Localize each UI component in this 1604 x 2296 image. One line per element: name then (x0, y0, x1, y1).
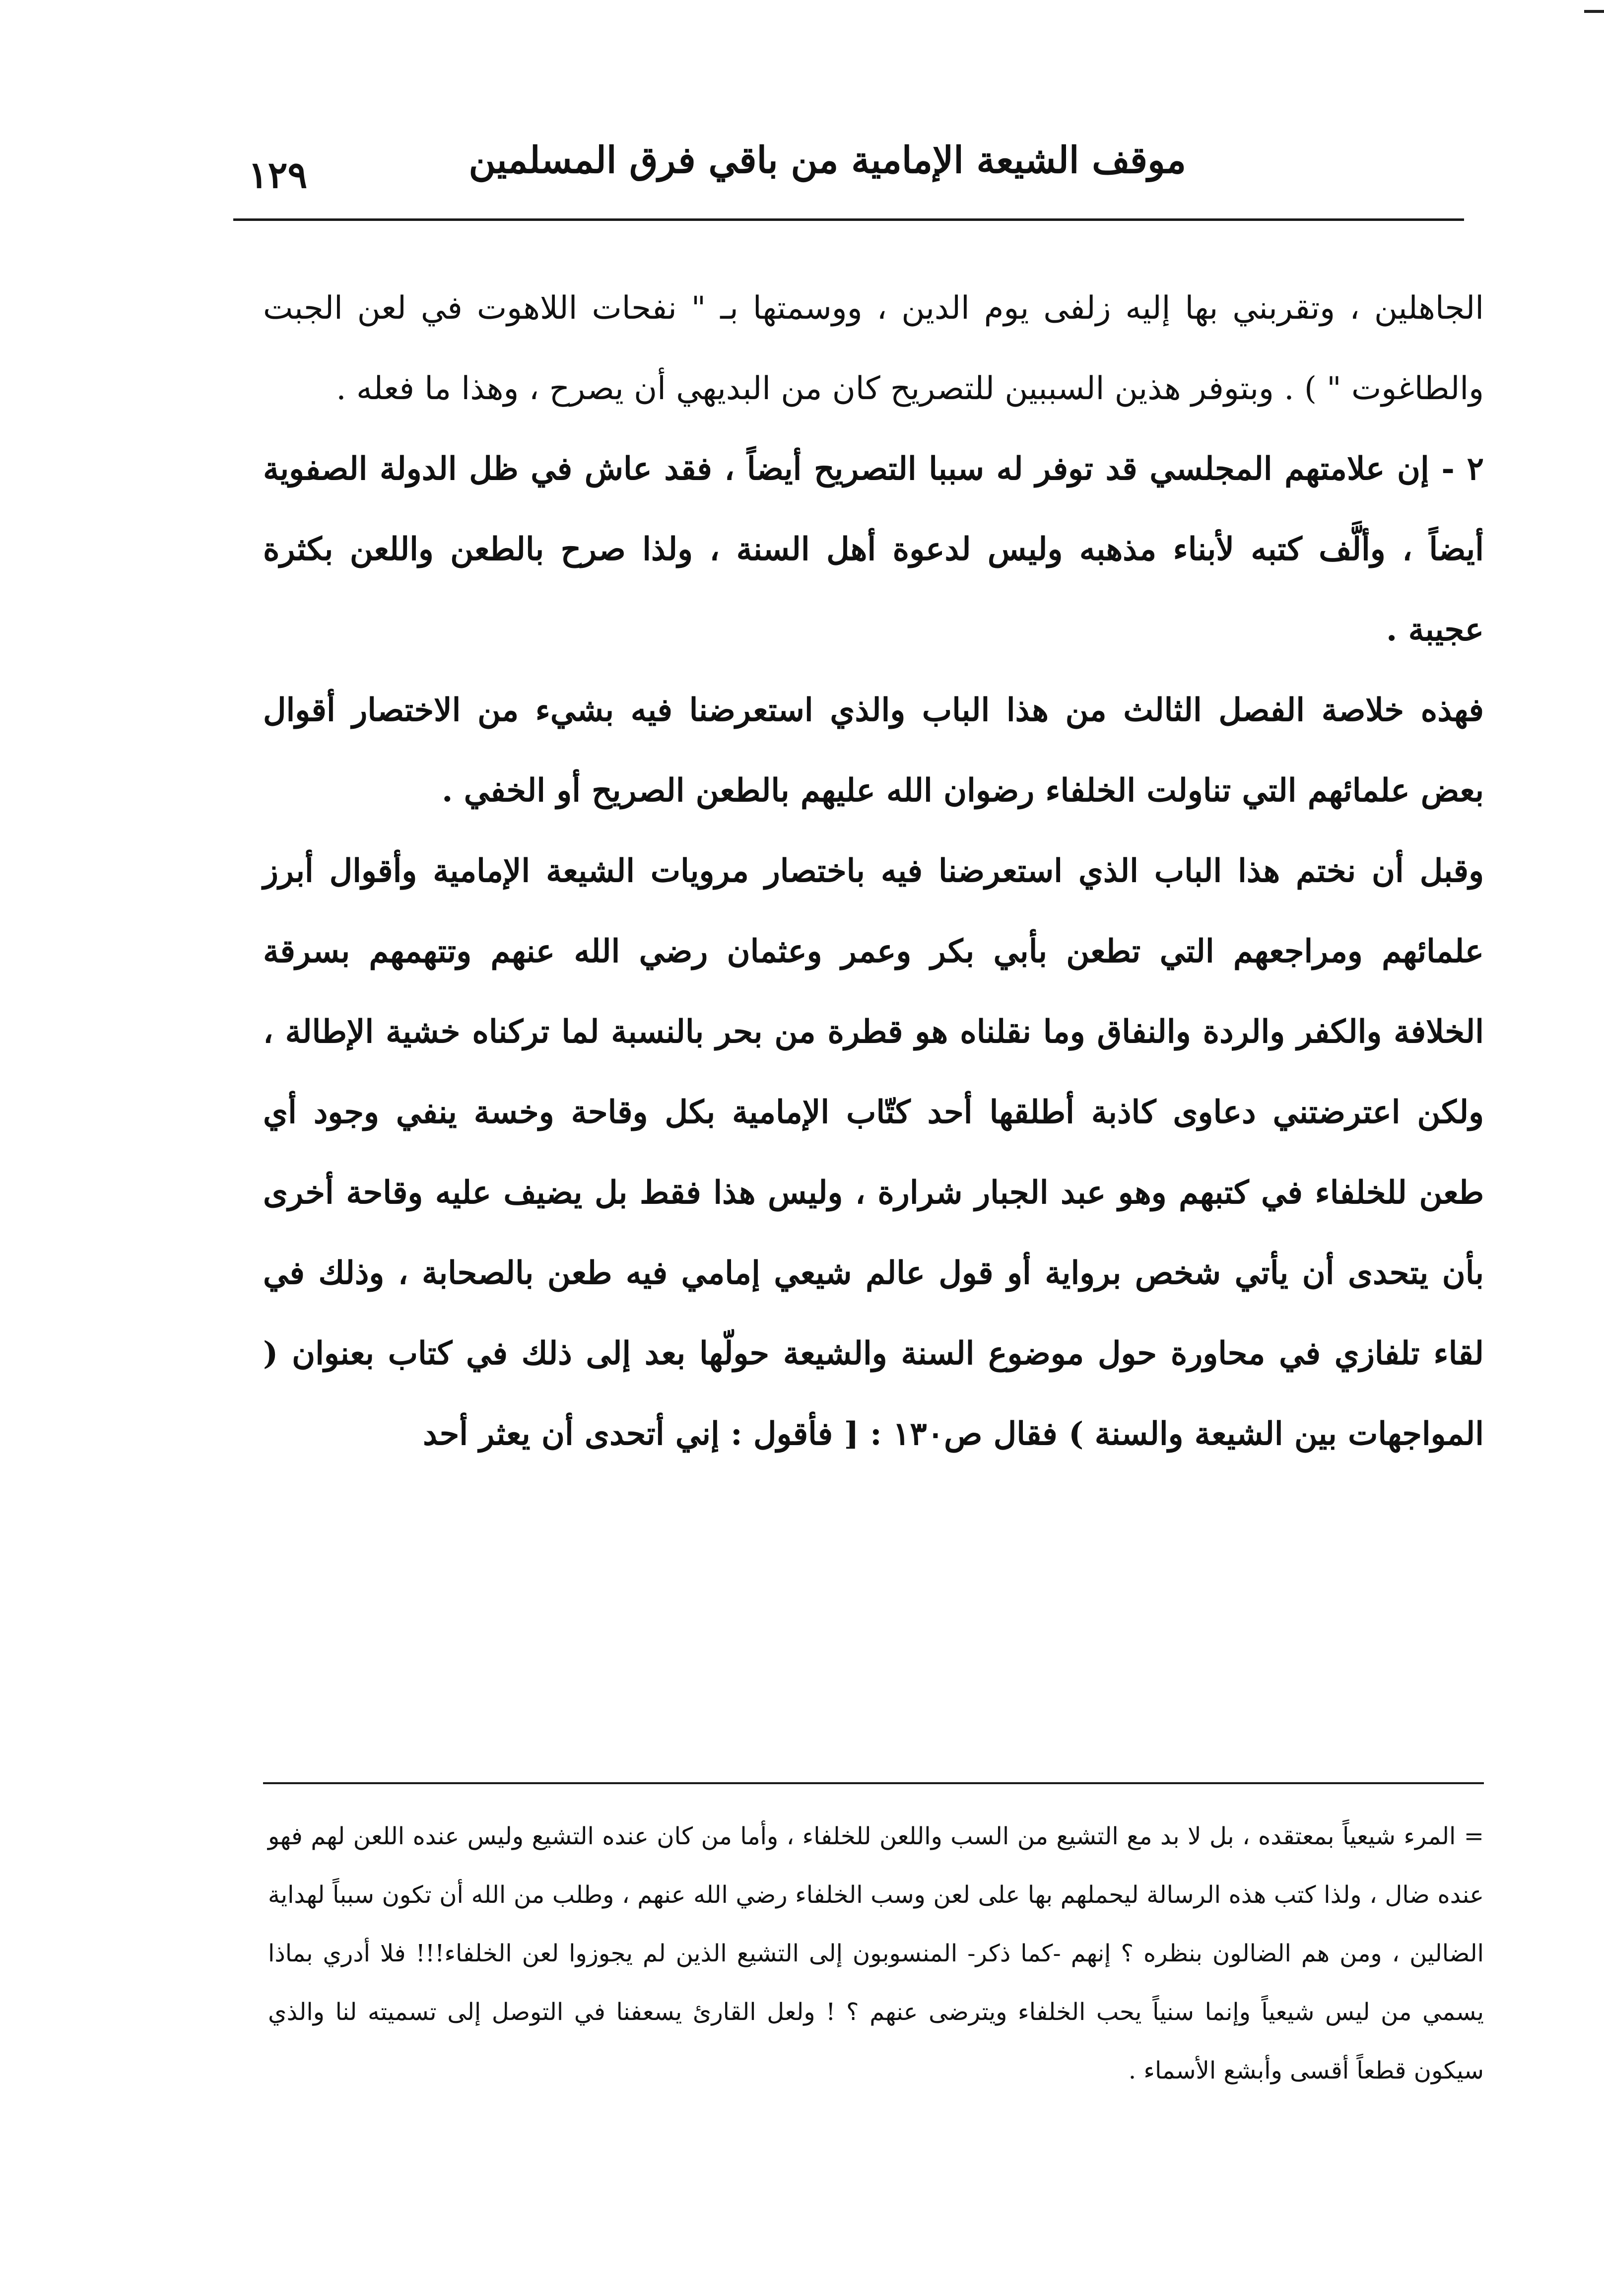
paragraph-3: فهذه خلاصة الفصل الثالث من هذا الباب والذي استعرضنا فيه بشيء من الاختصار أقوال بعض علمائهم التي تناولت الخلفاء رضوان الله عليهم بالطعن الصريح أو الخفي . (263, 692, 1484, 809)
page-header (233, 134, 1464, 213)
footnote-text: = المرء شيعياً بمعتقده ، بل لا بد مع التشيع من السب واللعن للخلفاء ، وأما من كان عنده التشيع وليس عنده اللعن لهم فهو عنده ضال ، ولذا كتب هذه الرسالة ليحملهم بها على لعن وسب الخلفاء رضي الله عنهم ، وطلب من الله أن تكون سبباً لهداية الضالين ، ومن هم الضالون بنظره ؟ إنهم -كما ذكر- المنسوبون إلى التشيع الذين لم يجوزوا لعن الخلفاء!!! فلا أدري بماذا يسمي من ليس شيعياً وإنما سنياً يحب الخلفاء ويترضى عنهم ؟ ! ولعل القارئ يسعفنا في التوصل إلى تسميته لنا والذي سيكون قطعاً أقسى وأبشع الأسماء . (268, 1822, 1484, 2085)
paragraph-2: ٢ - إن علامتهم المجلسي قد توفر له سببا التصريح أيضاً ، فقد عاش في ظل الدولة الصفوية أيضاً ، وألَّف كتبه لأبناء مذهبه وليس لدعوة أهل السنة ، ولذا صرح بالطعن واللعن بكثرة عجيبة . (263, 450, 1484, 648)
running-title: موقف الشيعة الإمامية من باقي فرق المسلمين (468, 139, 1186, 182)
header-divider (233, 218, 1464, 221)
page-number: ١٢٩ (248, 154, 308, 197)
edge-mark (1584, 10, 1604, 13)
paragraph-1: الجاهلين ، وتقربني بها إليه زلفى يوم الدين ، ووسمتها بـ " نفحات اللاهوت في لعن الجبت والطاغوت " ) . وبتوفر هذين السببين للتصريح كان من البديهي أن يصرح ، وهذا ما فعله . (263, 290, 1484, 407)
paragraph-4: وقبل أن نختم هذا الباب الذي استعرضنا فيه باختصار مرويات الشيعة الإمامية وأقوال أبرز علمائهم ومراجعهم التي تطعن بأبي بكر وعمر وعثمان رضي الله عنهم وتتهمهم بسرقة الخلافة والكفر والردة والنفاق وما نقلناه هو قطرة من بحر بالنسبة لما تركناه خشية الإطالة ، ولكن اعترضتني دعاوى كاذبة أطلقها أحد كتّاب الإمامية بكل وقاحة وخسة ينفي وجود أي طعن للخلفاء في كتبهم وهو عبد الجبار شرارة ، وليس هذا فقط بل يضيف عليه وقاحة أخرى بأن يتحدى أن يأتي شخص برواية أو قول عالم شيعي إمامي فيه طعن بالصحابة ، وذلك في لقاء تلفازي في محاورة حول موضوع السنة والشيعة حولّها بعد إلى ذلك في كتاب بعنوان ( المواجهات بين الشيعة والسنة ) فقال ص١٣٠ : [ فأقول : إني أتحدى أن يعثر أحد (263, 852, 1484, 1453)
footnote-divider (263, 1782, 1484, 1784)
main-text (263, 268, 1484, 1474)
